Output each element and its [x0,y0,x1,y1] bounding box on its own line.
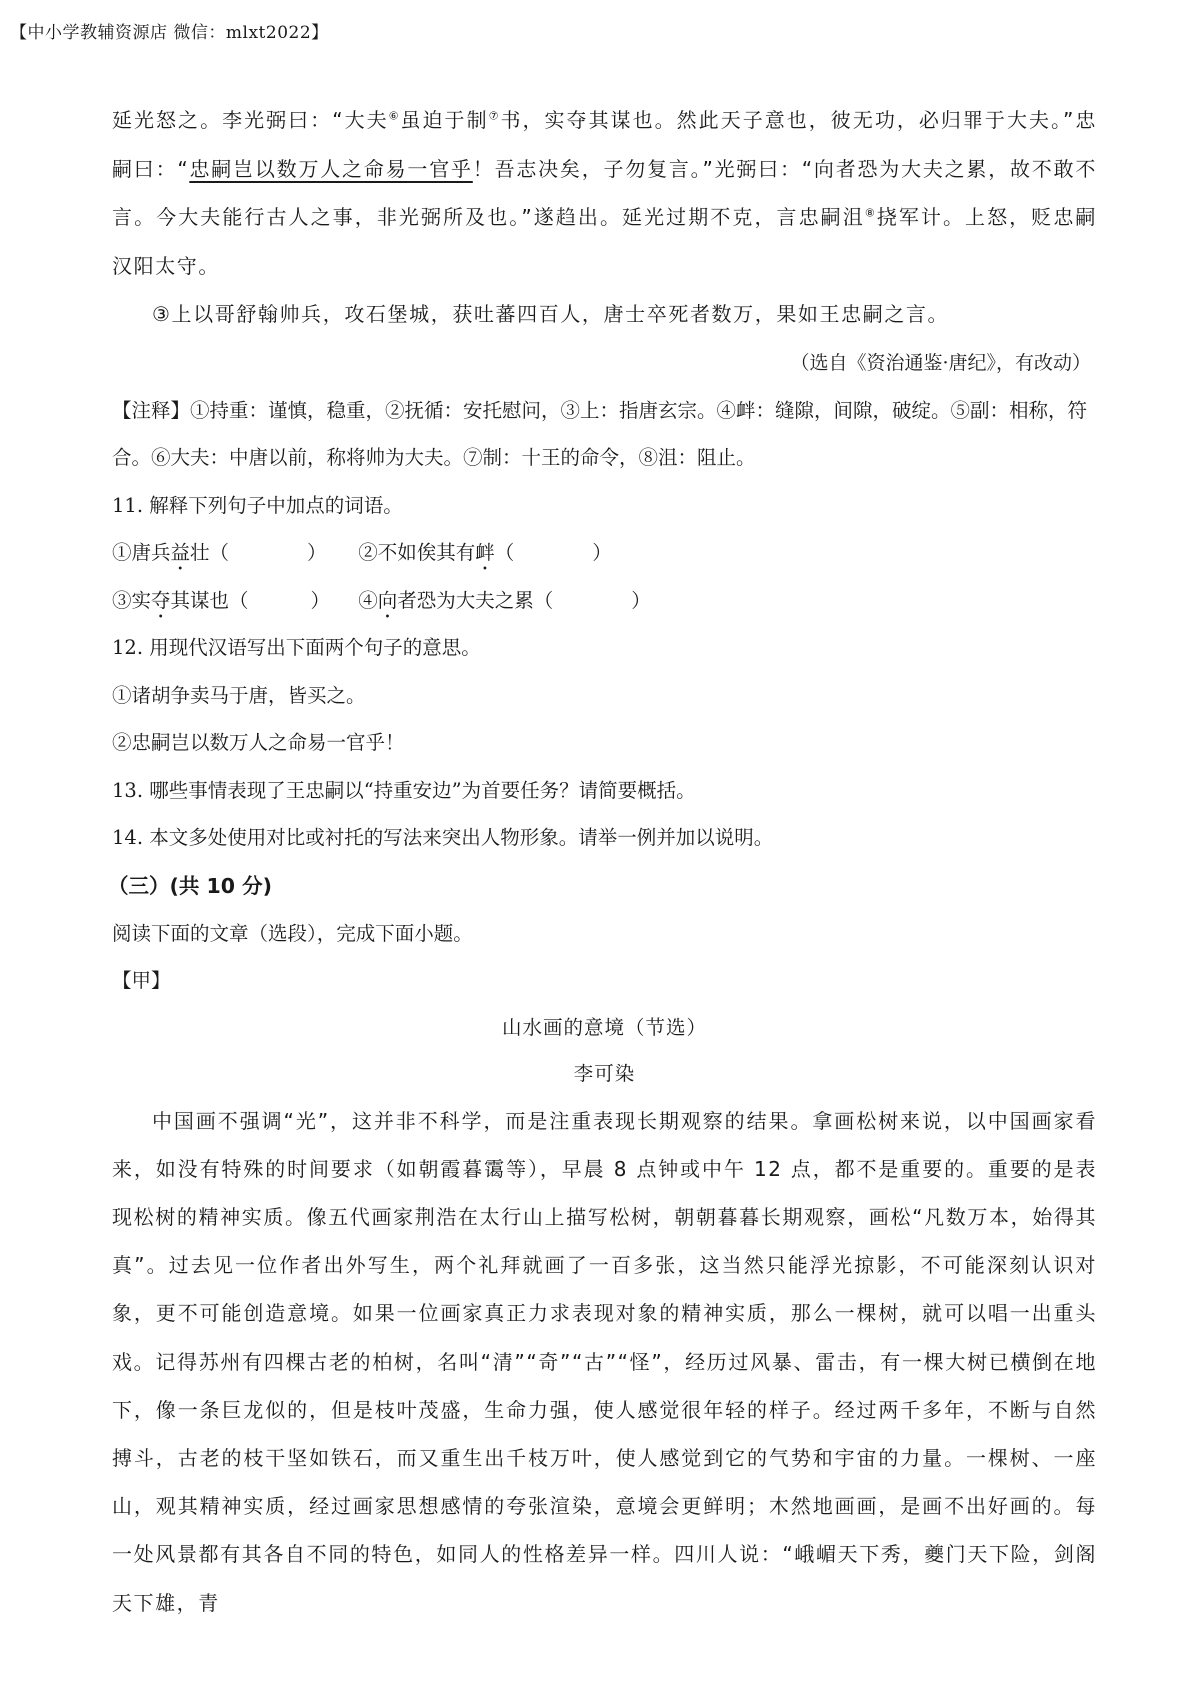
dotted-word: 夺 [151,588,171,612]
text-run: 虽迫于制 [400,108,489,132]
annotations [112,387,1097,482]
item-text: 者恐为大夫之累（ [397,588,554,612]
question-14-title: 14. 本文多处使用对比或衬托的写法来突出人物形象。请举一例并加以说明。 [112,826,774,849]
question-12-sentence-2: ②忠嗣岂以数万人之命易一官乎！ [112,731,405,754]
item-text: 壮（ [190,541,230,564]
document-body [108,96,1097,1627]
question-13-title: 13. 哪些事情表现了王忠嗣以“持重安边”为首要任务？请简要概括。 [112,778,696,802]
item-text: 其谋也（ [170,588,249,612]
item-text: ） [307,541,327,564]
item-text: ③实 [112,588,152,612]
essay-author: 李可染 [573,1061,636,1085]
text-run: 挠军计。上怒，贬忠嗣汉阳太守。 [112,205,1097,278]
watermark-header: 【中小学教辅资源店 微信：mlxt2022】 [10,23,329,43]
question-11-row-2 [112,577,1097,625]
footnote-marker: ⑥ [388,109,401,123]
classical-passage-paragraph-3: ③上以哥舒翰帅兵，攻石堡城，获吐蕃四百人，唐士卒死者数万，果如王忠嗣之言。 [152,302,950,326]
dotted-word: 衅 [475,541,495,564]
footnote-marker: ⑧ [864,206,877,220]
annotations-text: ①持重：谨慎，稳重，②抚循：安托慰问，③上：指唐玄宗。④衅：缝隙，间隙，破绽。⑤副：相称，符合。⑥大夫：中唐以前，称将帅为大夫。⑦制：十王的命令，⑧沮：阻止。 [112,398,1088,469]
item-text: ①唐兵 [112,541,171,564]
classical-passage-paragraph [112,96,1097,290]
dotted-word: 益 [170,541,191,564]
text-run: 书，实夺其谋也。然此天子意也，彼无功，必归罪于大夫。”忠嗣曰：“ [112,108,1097,181]
dotted-word: 向 [377,588,398,612]
essay-paragraph: 中国画不强调“光”，这并非不科学，而是注重表现长期观察的结果。拿画松树来说，以中国画家看来，如没有特殊的时间要求（如朝霞暮霭等），早晨 8 点钟或中午 12 点，都不是重要的。重要的是表现松树的精神实质。像五代画家荆浩在太行山上描写松树，朝朝暮暮长期观察，画松“凡数万本，始得其真”。过去见一位作者出外写生，两个礼拜就画了一百多张，这当然只能浮光掠影，不可能深刻认识对象，更不可能创造意境。如果一位画家真正力求表现对象的精神实质，那么一棵树，就可以唱一出重头戏。记得苏州有四棵古老的柏树，名叫“清”“奇”“古”“怪”，经历过风暴、雷击，有一棵大树已横倒在地下，像一条巨龙似的，但是枝叶茂盛，生命力强，使人感觉很年轻的样子。经过两千多年，不断与自然搏斗，古老的枝干坚如铁石，而又重生出千枝万叶，使人感觉到它的气势和宇宙的力量。一棵树、一座山，观其精神实质，经过画家思想感情的夸张渲染，意境会更鲜明；木然地画画，是画不出好画的。每一处风景都有其各自不同的特色，如同人的性格差异一样。四川人说：“峨嵋天下秀，夔门天下险，剑阁天下雄，青 [112,1108,1097,1615]
source-citation: （选自《资治通鉴·唐纪》，有改动） [790,351,1091,374]
question-11-title: 11. 解释下列句子中加点的词语。 [112,493,403,517]
underlined-sentence: 忠嗣岂以数万人之命易一官乎 [189,156,473,181]
question-12-title: 12. 用现代汉语写出下面两个句子的意思。 [112,636,481,659]
question-11-row-1 [112,529,1097,577]
section-three-heading: （三）(共 10 分) [108,873,273,898]
question-11-item-3 [112,577,352,625]
text-run: 延光怒之。李光弼曰：“大夫 [112,108,389,132]
essay-title: 山水画的意境（节选） [501,1015,707,1039]
question-11-item-2 [358,529,612,577]
item-text: ④ [358,588,378,612]
text-run: ！吾志决矣，子勿复言。”光弼曰：“向者恐为大夫之累，故不敢不言。今大夫能行古人之事，非光弼所及也。”遂趋出。延光过期不克，言忠嗣沮 [112,156,1097,229]
question-12-sentence-1: ①诸胡争卖马于唐，皆买之。 [112,683,366,707]
item-text: ） [631,588,651,612]
footnote-marker: ⑦ [488,109,501,123]
question-11-item-1 [112,529,352,577]
annotations-label: 【注释】 [112,398,191,422]
item-text: ②不如俟其有 [358,541,476,564]
part-label: 【甲】 [112,969,171,992]
question-11-item-4 [358,577,651,625]
item-text: ） [310,588,331,612]
item-text: ） [592,541,612,564]
section-three-instruction: 阅读下面的文章（选段），完成下面小题。 [112,921,473,945]
item-text: （ [494,541,515,564]
